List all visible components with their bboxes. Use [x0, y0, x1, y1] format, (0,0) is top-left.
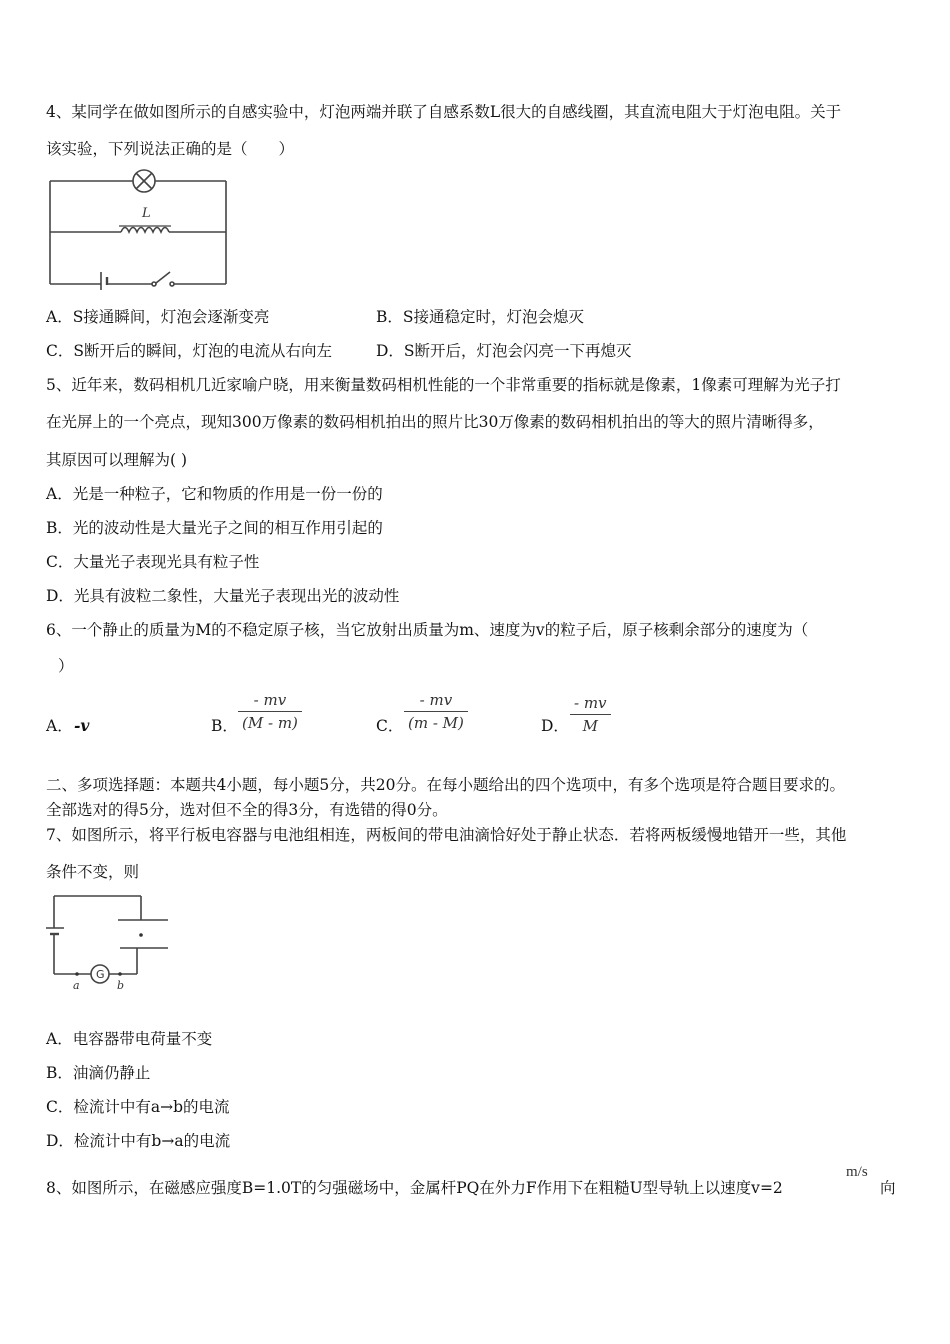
- q7-option-c: C．检流计中有a→b的电流: [46, 1098, 230, 1116]
- q7-stem-line1: 7、如图所示，将平行板电容器与电池组相连，两板间的带电油滴恰好处于静止状态．若将两板缓慢地错开一些，其他: [46, 826, 847, 844]
- q4-stem-line1: 4、某同学在做如图所示的自感实验中，灯泡两端并联了自感系数L很大的自感线圈，其直流电阻大于灯泡电阻。关于: [46, 103, 842, 121]
- q8-stem-tail: 向: [880, 1179, 896, 1197]
- q5-option-c: C．大量光子表现光具有粒子性: [46, 553, 260, 571]
- q6-option-c-numerator: - mv: [419, 691, 453, 709]
- q7-option-a: A．电容器带电荷量不变: [46, 1030, 213, 1048]
- q5-stem-line2: 在光屏上的一个亮点，现知300万像素的数码相机拍出的照片比30万像素的数码相机拍出的等大的照片清晰得多，: [46, 413, 824, 431]
- galvanometer-label: G: [96, 968, 105, 981]
- coil-label: L: [142, 206, 151, 221]
- q5-option-b: B．光的波动性是大量光子之间的相互作用引起的: [46, 519, 383, 537]
- q5-option-a: A．光是一种粒子，它和物质的作用是一份一份的: [46, 485, 383, 503]
- point-a-label: a: [73, 979, 80, 992]
- q5-stem-line3: 其原因可以理解为( ): [46, 451, 188, 469]
- q4-option-b: B．S接通稳定时，灯泡会熄灭: [376, 308, 585, 326]
- q6-option-b-numerator: - mv: [253, 691, 287, 709]
- q8-stem-line1: 8、如图所示，在磁感应强度B=1.0T的匀强磁场中，金属杆PQ在外力F作用下在粗糙U型导轨上以速度v=2: [46, 1179, 783, 1197]
- q7-option-b: B．油滴仍静止: [46, 1064, 151, 1082]
- q6-option-d-numerator: - mv: [574, 694, 607, 712]
- q4-option-d: D．S断开后，灯泡会闪亮一下再熄灭: [376, 342, 632, 360]
- q4-option-a: A．S接通瞬间，灯泡会逐渐变亮: [46, 308, 270, 326]
- q6-option-a-value: -v: [74, 716, 90, 735]
- q6-option-c-label: C．: [376, 717, 404, 735]
- q8-velocity-unit: m/s: [846, 1164, 868, 1180]
- q6-stem-line1: 6、一个静止的质量为M的不稳定原子核，当它放射出质量为m、速度为v的粒子后，原子核剩余部分的速度为（: [46, 621, 809, 639]
- q6-option-c-denominator: (m - M): [404, 711, 468, 732]
- q6-option-b-denominator: (M - m): [238, 711, 302, 732]
- q4-circuit-diagram: [46, 168, 231, 290]
- q4-option-c: C．S断开后的瞬间，灯泡的电流从右向左: [46, 342, 332, 360]
- q5-option-d: D．光具有波粒二象性，大量光子表现出光的波动性: [46, 587, 400, 605]
- section2-intro-line2: 全部选对的得5分，选对但不全的得3分，有选错的得0分。: [46, 801, 448, 819]
- q6-option-d-denominator: M: [570, 714, 611, 735]
- q6-option-c-fraction: [404, 691, 468, 732]
- q6-option-d-label: D．: [541, 717, 569, 735]
- q4-stem-line2: 该实验，下列说法正确的是（ ）: [46, 140, 295, 158]
- section2-intro-line1: 二、多项选择题：本题共4小题，每小题5分，共20分。在每小题给出的四个选项中，有多个选项是符合题目要求的。: [46, 776, 845, 794]
- q6-stem-line2: ）: [58, 657, 74, 675]
- q7-circuit-diagram: [44, 892, 172, 996]
- q7-option-d: D．检流计中有b→a的电流: [46, 1132, 231, 1150]
- q7-stem-line2: 条件不变，则: [46, 863, 140, 881]
- point-b-label: b: [117, 979, 125, 992]
- q6-option-a-label: A．: [46, 717, 73, 735]
- q6-option-d-fraction: [570, 694, 611, 735]
- q6-option-b-label: B．: [211, 717, 238, 735]
- q5-stem-line1: 5、近年来，数码相机几近家喻户晓，用来衡量数码相机性能的一个非常重要的指标就是像素，1像素可理解为光子打: [46, 376, 841, 394]
- q6-option-b-fraction: [238, 691, 302, 732]
